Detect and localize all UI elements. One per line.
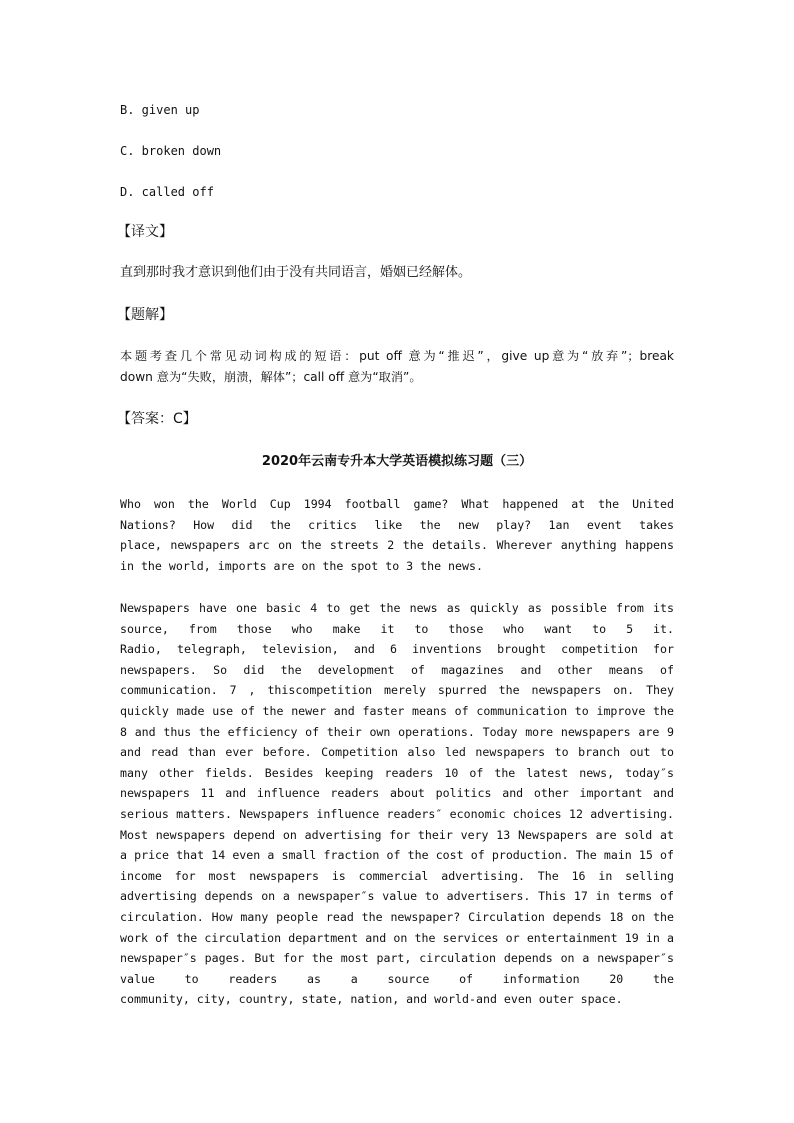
passage-line: community, city, country, state, nation, and world-and even outer space. xyxy=(120,992,623,1007)
translation-heading: 【译文】 xyxy=(117,224,173,240)
passage-line: and read than ever before. Competition also led newspapers to branch out to xyxy=(120,745,674,760)
option-d: D. called off xyxy=(120,185,214,199)
passage-line: advertising depends on a newspaper″s value to advertisers. This 17 in terms of xyxy=(120,889,674,904)
passage-line: in the world, imports are on the spot to 3 the news. xyxy=(120,558,483,573)
passage-line: Newspapers have one basic 4 to get the news as quickly as possible from its xyxy=(120,601,674,615)
translation-text: 直到那时我才意识到他们由于没有共同语言，婚姻已经解体。 xyxy=(120,265,472,280)
passage-line: value to readers as a source of information 20 the xyxy=(120,971,674,986)
passage-paragraph-2 xyxy=(120,598,674,1010)
explanation-line-1: 本题考查几个常见动词构成的短语：put off 意为“推迟”，give up意为“放弃”；break xyxy=(120,349,674,363)
passage-line: place, newspapers arc on the streets 2 the details. Wherever anything happens xyxy=(120,538,674,553)
passage-line: Who won the World Cup 1994 football game? What happened at the United xyxy=(120,497,674,511)
passage-line: Nations? How did the critics like the new play? 1an event takes xyxy=(120,517,674,532)
passage-line: circulation. How many people read the newspaper? Circulation depends 18 on the xyxy=(120,909,674,924)
passage-line: Most newspapers depend on advertising for their very 13 Newspapers are sold at xyxy=(120,827,674,842)
passage-line: a price that 14 even a small fraction of the cost of production. The main 15 of xyxy=(120,848,674,863)
passage-line: serious matters. Newspapers influence readers″ economic choices 12 advertising. xyxy=(120,806,674,821)
passage-line: communication. 7 , thiscompetition merely spurred the newspapers on. They xyxy=(120,683,674,698)
option-b: B. given up xyxy=(120,103,200,117)
passage-line: 8 and thus the efficiency of their own operations. Today more newspapers are 9 xyxy=(120,724,674,739)
passage-line: work of the circulation department and on the services or entertainment 19 in a xyxy=(120,930,674,945)
explanation-heading: 【题解】 xyxy=(117,307,173,323)
option-c: C. broken down xyxy=(120,144,222,158)
passage-line: Radio, telegraph, television, and 6 inventions brought competition for xyxy=(120,642,674,657)
section-title: 2020年云南专升本大学英语模拟练习题（三） xyxy=(261,454,533,469)
passage-line: quickly made use of the newer and faster means of communication to improve the xyxy=(120,703,674,718)
passage-line: source, from those who make it to those who want to 5 it. xyxy=(120,621,674,636)
passage-paragraph-1 xyxy=(120,494,674,576)
passage-line: income for most newspapers is commercial advertising. The 16 in selling xyxy=(120,868,674,883)
passage-line: many other fields. Besides keeping readers 10 of the latest news, today″s xyxy=(120,765,674,780)
explanation-line-2: down 意为“失败，崩溃，解体”；call off 意为“取消”。 xyxy=(120,370,422,384)
passage-line: newspapers. So did the development of magazines and other means of xyxy=(120,662,674,677)
passage-line: newspapers 11 and influence readers about politics and other important and xyxy=(120,786,674,801)
answer-label: 【答案：C】 xyxy=(117,411,197,427)
passage-line: newspaper″s pages. But for the most part, circulation depends on a newspaper″s xyxy=(120,951,674,966)
